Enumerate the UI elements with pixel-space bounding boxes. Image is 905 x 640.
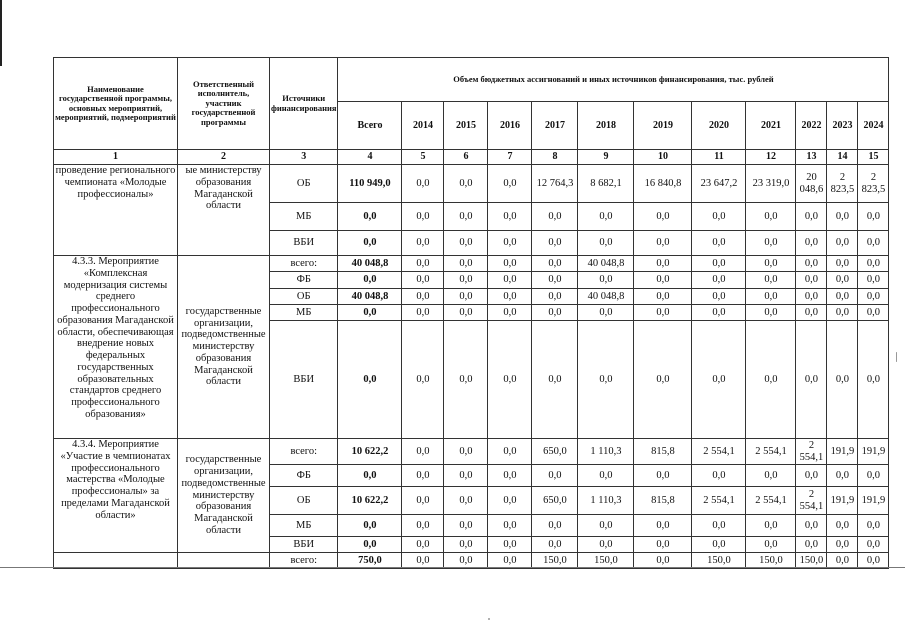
header-year: 2023 xyxy=(827,102,858,150)
year-value-cell: 0,0 xyxy=(858,203,889,231)
header-year: 2024 xyxy=(858,102,889,150)
year-value-cell: 0,0 xyxy=(858,537,889,553)
table-row xyxy=(54,165,889,203)
year-value-cell: 0,0 xyxy=(578,305,634,321)
year-value-cell: 0,0 xyxy=(796,289,827,305)
column-number: 10 xyxy=(634,150,692,165)
total-cell: 40 048,8 xyxy=(338,256,402,272)
year-value-cell: 0,0 xyxy=(827,305,858,321)
year-value-cell: 0,0 xyxy=(578,465,634,487)
year-value-cell: 0,0 xyxy=(444,231,488,256)
year-value-cell: 0,0 xyxy=(444,321,488,439)
year-value-cell: 0,0 xyxy=(827,465,858,487)
header-year: 2020 xyxy=(692,102,746,150)
year-value-cell: 0,0 xyxy=(692,231,746,256)
total-cell: 10 622,2 xyxy=(338,439,402,465)
header-year: 2014 xyxy=(402,102,444,150)
year-value-cell: 0,0 xyxy=(444,487,488,515)
total-cell: 40 048,8 xyxy=(338,289,402,305)
year-value-cell: 0,0 xyxy=(444,289,488,305)
column-number: 2 xyxy=(178,150,270,165)
year-value-cell: 0,0 xyxy=(827,272,858,289)
year-value-cell: 0,0 xyxy=(746,289,796,305)
header-responsible: Ответственный исполнитель, участник государственной программы xyxy=(178,58,270,150)
header-year: 2019 xyxy=(634,102,692,150)
column-number: 12 xyxy=(746,150,796,165)
year-value-cell: 0,0 xyxy=(746,231,796,256)
year-value-cell: 191,9 xyxy=(858,439,889,465)
year-value-cell: 0,0 xyxy=(796,272,827,289)
year-value-cell: 0,0 xyxy=(746,256,796,272)
year-value-cell: 0,0 xyxy=(692,272,746,289)
year-value-cell: 0,0 xyxy=(444,256,488,272)
funding-source-cell: ФБ xyxy=(270,272,338,289)
funding-source-cell: ОБ xyxy=(270,165,338,203)
funding-source-cell: всего: xyxy=(270,553,338,569)
column-number: 11 xyxy=(692,150,746,165)
year-value-cell: 0,0 xyxy=(858,272,889,289)
year-value-cell: 0,0 xyxy=(634,465,692,487)
year-value-cell: 0,0 xyxy=(634,553,692,569)
year-value-cell: 0,0 xyxy=(488,305,532,321)
year-value-cell: 1 110,3 xyxy=(578,439,634,465)
year-value-cell: 0,0 xyxy=(402,231,444,256)
year-value-cell: 191,9 xyxy=(827,439,858,465)
year-value-cell: 0,0 xyxy=(402,487,444,515)
year-value-cell: 0,0 xyxy=(827,203,858,231)
total-cell: 0,0 xyxy=(338,321,402,439)
year-value-cell: 0,0 xyxy=(746,272,796,289)
year-value-cell: 0,0 xyxy=(746,465,796,487)
year-value-cell: 23 319,0 xyxy=(746,165,796,203)
year-value-cell: 2 554,1 xyxy=(796,439,827,465)
year-value-cell: 0,0 xyxy=(402,305,444,321)
year-value-cell: 150,0 xyxy=(532,553,578,569)
year-value-cell: 0,0 xyxy=(402,537,444,553)
year-value-cell: 0,0 xyxy=(578,272,634,289)
year-value-cell: 150,0 xyxy=(796,553,827,569)
year-value-cell: 0,0 xyxy=(796,256,827,272)
year-value-cell: 0,0 xyxy=(827,289,858,305)
year-value-cell: 0,0 xyxy=(692,256,746,272)
year-value-cell: 0,0 xyxy=(444,537,488,553)
year-value-cell: 2 823,5 xyxy=(827,165,858,203)
year-value-cell: 0,0 xyxy=(532,203,578,231)
page-edge-rule xyxy=(0,0,2,66)
year-value-cell: 650,0 xyxy=(532,487,578,515)
year-value-cell: 0,0 xyxy=(827,515,858,537)
year-value-cell: 150,0 xyxy=(746,553,796,569)
total-cell: 0,0 xyxy=(338,272,402,289)
funding-source-cell: ФБ xyxy=(270,465,338,487)
column-number: 13 xyxy=(796,150,827,165)
funding-source-cell: ОБ xyxy=(270,487,338,515)
column-number: 3 xyxy=(270,150,338,165)
year-value-cell: 0,0 xyxy=(488,321,532,439)
year-value-cell: 0,0 xyxy=(444,165,488,203)
year-value-cell: 0,0 xyxy=(858,553,889,569)
year-value-cell: 2 554,1 xyxy=(796,487,827,515)
year-value-cell: 40 048,8 xyxy=(578,289,634,305)
year-value-cell: 0,0 xyxy=(634,256,692,272)
year-value-cell: 0,0 xyxy=(444,272,488,289)
funding-source-cell: ВБИ xyxy=(270,537,338,553)
year-value-cell: 0,0 xyxy=(692,465,746,487)
year-value-cell: 0,0 xyxy=(796,305,827,321)
year-value-cell: 0,0 xyxy=(444,439,488,465)
year-value-cell: 0,0 xyxy=(858,321,889,439)
budget-table xyxy=(53,57,889,569)
year-value-cell: 0,0 xyxy=(578,537,634,553)
year-value-cell: 2 554,1 xyxy=(692,487,746,515)
year-value-cell: 0,0 xyxy=(488,272,532,289)
year-value-cell: 0,0 xyxy=(488,515,532,537)
year-value-cell: 0,0 xyxy=(402,439,444,465)
funding-source-cell: всего: xyxy=(270,439,338,465)
year-value-cell: 0,0 xyxy=(746,515,796,537)
year-value-cell: 0,0 xyxy=(532,272,578,289)
header-total: Всего xyxy=(338,102,402,150)
column-number: 1 xyxy=(54,150,178,165)
year-value-cell: 2 554,1 xyxy=(692,439,746,465)
year-value-cell: 0,0 xyxy=(488,203,532,231)
year-value-cell: 150,0 xyxy=(692,553,746,569)
year-value-cell: 0,0 xyxy=(444,515,488,537)
column-number: 8 xyxy=(532,150,578,165)
header-year: 2015 xyxy=(444,102,488,150)
year-value-cell: 0,0 xyxy=(402,272,444,289)
year-value-cell: 0,0 xyxy=(578,321,634,439)
header-year: 2021 xyxy=(746,102,796,150)
year-value-cell: 0,0 xyxy=(634,537,692,553)
year-value-cell: 0,0 xyxy=(532,515,578,537)
year-value-cell: 1 110,3 xyxy=(578,487,634,515)
page-bottom-rule xyxy=(0,567,905,568)
year-value-cell: 0,0 xyxy=(746,537,796,553)
year-value-cell: 150,0 xyxy=(578,553,634,569)
year-value-cell: 0,0 xyxy=(858,465,889,487)
scan-speck xyxy=(896,352,897,362)
program-name-cell: 4.3.4. Мероприятие «Участие в чемпионатах профессионального мастерства «Молодые профессионалы» за пределами Магаданской области» xyxy=(54,439,178,553)
total-cell: 0,0 xyxy=(338,231,402,256)
column-number: 6 xyxy=(444,150,488,165)
year-value-cell: 2 554,1 xyxy=(746,439,796,465)
year-value-cell: 0,0 xyxy=(488,487,532,515)
total-cell: 110 949,0 xyxy=(338,165,402,203)
year-value-cell: 0,0 xyxy=(634,231,692,256)
column-number: 9 xyxy=(578,150,634,165)
year-value-cell: 0,0 xyxy=(692,537,746,553)
year-value-cell: 815,8 xyxy=(634,439,692,465)
year-value-cell: 0,0 xyxy=(746,203,796,231)
column-number: 15 xyxy=(858,150,889,165)
year-value-cell: 815,8 xyxy=(634,487,692,515)
year-value-cell: 0,0 xyxy=(488,537,532,553)
header-year: 2022 xyxy=(796,102,827,150)
year-value-cell: 0,0 xyxy=(444,203,488,231)
year-value-cell: 0,0 xyxy=(532,231,578,256)
year-value-cell: 650,0 xyxy=(532,439,578,465)
year-value-cell: 0,0 xyxy=(578,203,634,231)
header-year: 2016 xyxy=(488,102,532,150)
funding-source-cell: МБ xyxy=(270,515,338,537)
year-value-cell: 0,0 xyxy=(634,515,692,537)
year-value-cell: 0,0 xyxy=(488,465,532,487)
table-row xyxy=(54,256,889,272)
responsible-cell: ые министерству образования Магаданской области xyxy=(178,165,270,256)
year-value-cell: 0,0 xyxy=(402,553,444,569)
year-value-cell: 0,0 xyxy=(444,465,488,487)
year-value-cell: 0,0 xyxy=(858,515,889,537)
year-value-cell: 8 682,1 xyxy=(578,165,634,203)
year-value-cell: 0,0 xyxy=(532,537,578,553)
year-value-cell: 0,0 xyxy=(532,465,578,487)
budget-table-body xyxy=(54,165,889,569)
year-value-cell: 2 554,1 xyxy=(746,487,796,515)
column-number: 5 xyxy=(402,150,444,165)
header-name: Наименование государственной программы, основных мероприятий, мероприятий, подмероприятий xyxy=(54,58,178,150)
year-value-cell: 20 048,6 xyxy=(796,165,827,203)
year-value-cell: 0,0 xyxy=(532,289,578,305)
year-value-cell: 0,0 xyxy=(532,305,578,321)
year-value-cell: 0,0 xyxy=(488,165,532,203)
year-value-cell: 23 647,2 xyxy=(692,165,746,203)
year-value-cell: 0,0 xyxy=(488,439,532,465)
program-name-cell: 4.3.3. Мероприятие «Комплексная модернизация системы среднего профессионального образования Магаданской области, обеспечивающая внедрение новых федеральных государственных образовательных стандартов среднего профессионального образования» xyxy=(54,256,178,439)
year-value-cell: 191,9 xyxy=(827,487,858,515)
year-value-cell: 0,0 xyxy=(746,305,796,321)
funding-source-cell: МБ xyxy=(270,305,338,321)
budget-table-wrapper xyxy=(53,57,889,569)
year-value-cell: 0,0 xyxy=(692,515,746,537)
year-value-cell: 12 764,3 xyxy=(532,165,578,203)
scan-speck xyxy=(488,618,490,620)
funding-source-cell: ОБ xyxy=(270,289,338,305)
year-value-cell: 0,0 xyxy=(746,321,796,439)
year-value-cell: 0,0 xyxy=(827,231,858,256)
year-value-cell: 0,0 xyxy=(488,231,532,256)
year-value-cell: 0,0 xyxy=(858,289,889,305)
year-value-cell: 0,0 xyxy=(402,465,444,487)
year-value-cell: 0,0 xyxy=(444,305,488,321)
program-name-cell: проведение регионального чемпионата «Молодые профессионалы» xyxy=(54,165,178,256)
year-value-cell: 0,0 xyxy=(858,256,889,272)
year-value-cell: 0,0 xyxy=(488,256,532,272)
column-number: 7 xyxy=(488,150,532,165)
year-value-cell: 0,0 xyxy=(827,321,858,439)
header-year: 2017 xyxy=(532,102,578,150)
year-value-cell: 0,0 xyxy=(692,305,746,321)
column-number: 4 xyxy=(338,150,402,165)
year-value-cell: 0,0 xyxy=(488,553,532,569)
year-value-cell: 0,0 xyxy=(827,256,858,272)
year-value-cell: 2 823,5 xyxy=(858,165,889,203)
year-value-cell: 0,0 xyxy=(796,321,827,439)
column-number-row xyxy=(54,150,889,165)
year-value-cell: 0,0 xyxy=(578,515,634,537)
responsible-cell: государственные организации, подведомственные министерству образования Магаданской области xyxy=(178,256,270,439)
responsible-cell: государственные организации, подведомственные министерству образования Магаданской области xyxy=(178,439,270,553)
year-value-cell: 0,0 xyxy=(402,515,444,537)
header-source: Источники финансирования xyxy=(270,58,338,150)
year-value-cell: 0,0 xyxy=(532,321,578,439)
header-row-top xyxy=(54,58,889,102)
year-value-cell: 0,0 xyxy=(796,231,827,256)
year-value-cell: 0,0 xyxy=(634,203,692,231)
year-value-cell: 0,0 xyxy=(402,203,444,231)
funding-source-cell: ВБИ xyxy=(270,321,338,439)
header-year: 2018 xyxy=(578,102,634,150)
year-value-cell: 40 048,8 xyxy=(578,256,634,272)
total-cell: 0,0 xyxy=(338,465,402,487)
year-value-cell: 0,0 xyxy=(634,272,692,289)
table-row xyxy=(54,439,889,465)
funding-source-cell: ВБИ xyxy=(270,231,338,256)
year-value-cell: 0,0 xyxy=(692,321,746,439)
year-value-cell: 0,0 xyxy=(796,537,827,553)
year-value-cell: 0,0 xyxy=(532,256,578,272)
total-cell: 750,0 xyxy=(338,553,402,569)
column-number: 14 xyxy=(827,150,858,165)
year-value-cell: 0,0 xyxy=(634,321,692,439)
year-value-cell: 0,0 xyxy=(858,231,889,256)
year-value-cell: 0,0 xyxy=(858,305,889,321)
funding-source-cell: МБ xyxy=(270,203,338,231)
year-value-cell: 0,0 xyxy=(827,553,858,569)
year-value-cell: 191,9 xyxy=(858,487,889,515)
year-value-cell: 0,0 xyxy=(692,289,746,305)
year-value-cell: 16 840,8 xyxy=(634,165,692,203)
year-value-cell: 0,0 xyxy=(634,305,692,321)
total-cell: 0,0 xyxy=(338,203,402,231)
year-value-cell: 0,0 xyxy=(444,553,488,569)
total-cell: 0,0 xyxy=(338,537,402,553)
year-value-cell: 0,0 xyxy=(796,203,827,231)
year-value-cell: 0,0 xyxy=(488,289,532,305)
header-budget: Объем бюджетных ассигнований и иных источников финансирования, тыс. рублей xyxy=(338,58,889,102)
funding-source-cell: всего: xyxy=(270,256,338,272)
year-value-cell: 0,0 xyxy=(692,203,746,231)
year-value-cell: 0,0 xyxy=(402,256,444,272)
year-value-cell: 0,0 xyxy=(578,231,634,256)
total-cell: 0,0 xyxy=(338,305,402,321)
year-value-cell: 0,0 xyxy=(634,289,692,305)
year-value-cell: 0,0 xyxy=(796,515,827,537)
total-cell: 10 622,2 xyxy=(338,487,402,515)
year-value-cell: 0,0 xyxy=(402,321,444,439)
year-value-cell: 0,0 xyxy=(402,289,444,305)
year-value-cell: 0,0 xyxy=(796,465,827,487)
year-value-cell: 0,0 xyxy=(827,537,858,553)
total-cell: 0,0 xyxy=(338,515,402,537)
year-value-cell: 0,0 xyxy=(402,165,444,203)
